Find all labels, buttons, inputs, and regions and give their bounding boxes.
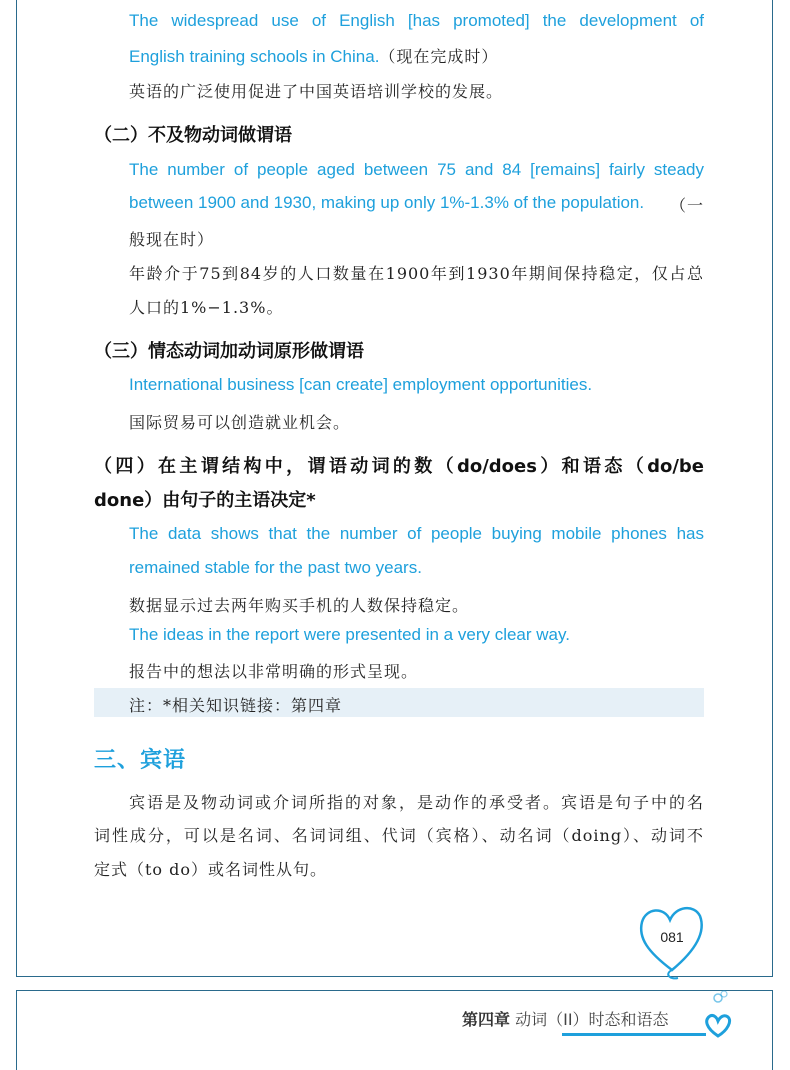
tense-note: （现在完成时）: [379, 47, 499, 66]
example-sentence-en-text: between 1900 and 1930, making up only 1%-1.3% of the population.: [129, 193, 645, 212]
example-sentence-en: The number of people aged between 75 and 84 [remains] fairly steady: [129, 160, 704, 179]
example-sentence-en: The data shows that the number of people buying mobile phones has: [129, 524, 704, 543]
example-translation-zh: 报告中的想法以非常明确的形式呈现。: [129, 662, 419, 681]
example-sentence-en-text: English training schools in China.: [129, 47, 380, 66]
paragraph-line: 词性成分，可以是名词、名词词组、代词（宾格）、动名词（doing）、动词不: [94, 826, 704, 845]
example-sentence-en: International business [can create] employment opportunities.: [129, 375, 593, 394]
subheading-subject-verb: （四）在主谓结构中，谓语动词的数（do/does）和语态（do/be: [94, 456, 704, 477]
page-number: 081: [660, 929, 684, 945]
running-header: [462, 1007, 669, 1030]
subheading-subject-verb-cont: done）由句子的主语决定*: [94, 490, 316, 511]
example-sentence-en-cont: [129, 193, 704, 216]
heart-decoration-icon: [680, 988, 740, 1048]
paragraph-line: 定式（to do）或名词性从句。: [94, 860, 328, 879]
example-translation-zh: 数据显示过去两年购买手机的人数保持稳定。: [129, 596, 470, 615]
chapter-title: 动词（II）时态和语态: [515, 1010, 669, 1029]
paragraph-line: 宾语是及物动词或介词所指的对象，是动作的承受者。宾语是句子中的名: [129, 793, 704, 812]
subheading-modal-verb: （三）情态动词加动词原形做谓语: [94, 341, 364, 362]
knowledge-link-note: 注：*相关知识链接：第四章: [129, 696, 343, 715]
section-title: 三、宾语: [94, 748, 187, 773]
tense-note: （一: [669, 196, 704, 215]
example-translation-zh: 英语的广泛使用促进了中国英语培训学校的发展。: [129, 82, 504, 101]
example-translation-zh: 年龄介于75到84岁的人口数量在1900年到1930年期间保持稳定，仅占总: [129, 264, 704, 283]
example-translation-zh-cont: 人口的1%−1.3%。: [129, 298, 284, 317]
subheading-intransitive: （二）不及物动词做谓语: [94, 125, 292, 146]
example-sentence-en-cont: remained stable for the past two years.: [129, 558, 422, 577]
chapter-label: 第四章: [462, 1010, 511, 1029]
example-sentence-en: The ideas in the report were presented in a very clear way.: [129, 625, 570, 644]
tense-note-cont: 般现在时）: [129, 230, 215, 249]
example-translation-zh: 国际贸易可以创造就业机会。: [129, 413, 351, 432]
next-page-frame: [16, 990, 773, 1070]
example-sentence-en: The widespread use of English [has promoted] the development of: [129, 11, 704, 30]
example-sentence-en-cont: [129, 44, 498, 67]
